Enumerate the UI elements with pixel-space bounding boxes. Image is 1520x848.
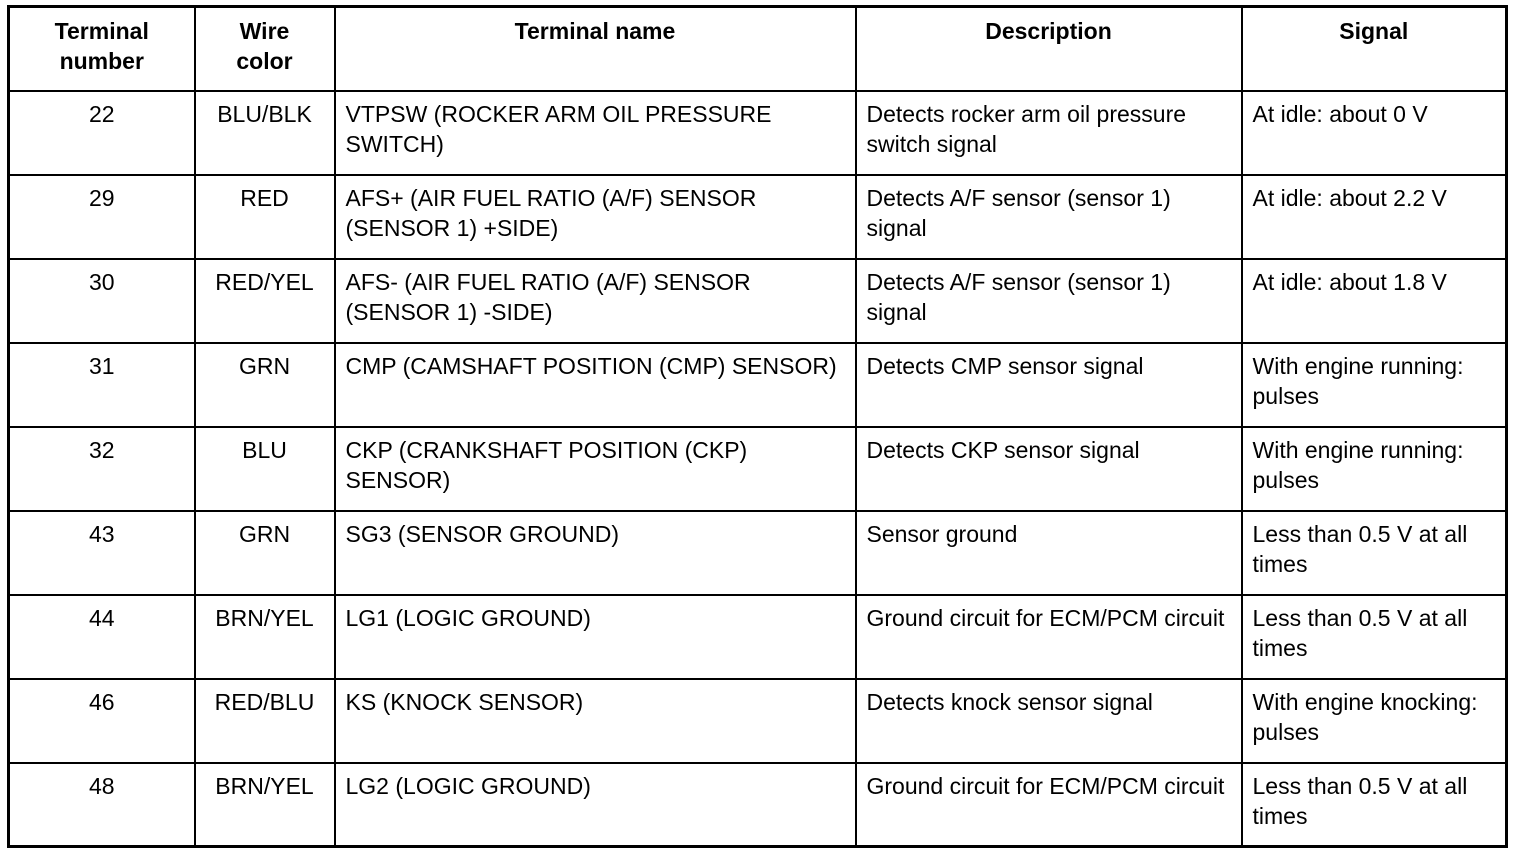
cell-signal: At idle: about 1.8 V <box>1242 259 1507 343</box>
terminal-table-container <box>7 5 1508 848</box>
table-row <box>9 511 1507 595</box>
cell-terminal-name: CKP (CRANKSHAFT POSITION (CKP) SENSOR) <box>335 427 856 511</box>
cell-wire-color: RED/BLU <box>195 679 335 763</box>
cell-description: Detects knock sensor signal <box>856 679 1242 763</box>
table-row <box>9 679 1507 763</box>
cell-terminal-name: CMP (CAMSHAFT POSITION (CMP) SENSOR) <box>335 343 856 427</box>
cell-wire-color: BLU <box>195 427 335 511</box>
table-row <box>9 175 1507 259</box>
cell-terminal-number: 43 <box>9 511 195 595</box>
cell-description: Sensor ground <box>856 511 1242 595</box>
cell-terminal-number: 22 <box>9 91 195 175</box>
cell-terminal-number: 44 <box>9 595 195 679</box>
table-row <box>9 427 1507 511</box>
cell-terminal-name: SG3 (SENSOR GROUND) <box>335 511 856 595</box>
cell-wire-color: BLU/BLK <box>195 91 335 175</box>
cell-description: Detects CMP sensor signal <box>856 343 1242 427</box>
cell-signal: At idle: about 0 V <box>1242 91 1507 175</box>
cell-signal: At idle: about 2.2 V <box>1242 175 1507 259</box>
cell-description: Ground circuit for ECM/PCM circuit <box>856 595 1242 679</box>
header-terminal-number-line2: number <box>59 48 144 74</box>
header-description: Description <box>856 7 1242 91</box>
header-terminal-number-line1: Terminal <box>54 18 149 44</box>
cell-terminal-number: 32 <box>9 427 195 511</box>
cell-description: Detects A/F sensor (sensor 1) signal <box>856 175 1242 259</box>
cell-signal: With engine running: pulses <box>1242 343 1507 427</box>
table-row <box>9 343 1507 427</box>
cell-signal: Less than 0.5 V at all times <box>1242 763 1507 847</box>
table-row <box>9 595 1507 679</box>
cell-signal: With engine running: pulses <box>1242 427 1507 511</box>
cell-signal: Less than 0.5 V at all times <box>1242 511 1507 595</box>
cell-terminal-name: VTPSW (ROCKER ARM OIL PRESSURE SWITCH) <box>335 91 856 175</box>
header-signal: Signal <box>1242 7 1507 91</box>
cell-description: Detects rocker arm oil pressure switch signal <box>856 91 1242 175</box>
cell-signal: With engine knocking: pulses <box>1242 679 1507 763</box>
cell-wire-color: BRN/YEL <box>195 763 335 847</box>
cell-description: Detects CKP sensor signal <box>856 427 1242 511</box>
header-terminal-number <box>9 7 195 91</box>
cell-terminal-number: 31 <box>9 343 195 427</box>
table-body <box>9 91 1507 847</box>
cell-terminal-name: LG1 (LOGIC GROUND) <box>335 595 856 679</box>
terminal-table <box>7 5 1508 848</box>
table-row <box>9 91 1507 175</box>
cell-wire-color: BRN/YEL <box>195 595 335 679</box>
cell-terminal-number: 48 <box>9 763 195 847</box>
cell-terminal-name: AFS- (AIR FUEL RATIO (A/F) SENSOR (SENSOR 1) -SIDE) <box>335 259 856 343</box>
cell-terminal-number: 30 <box>9 259 195 343</box>
cell-wire-color: RED/YEL <box>195 259 335 343</box>
table-row <box>9 763 1507 847</box>
header-wire-color-line1: Wire <box>239 18 290 44</box>
header-wire-color <box>195 7 335 91</box>
cell-wire-color: GRN <box>195 343 335 427</box>
cell-description: Detects A/F sensor (sensor 1) signal <box>856 259 1242 343</box>
cell-wire-color: RED <box>195 175 335 259</box>
table-header-row <box>9 7 1507 91</box>
cell-description: Ground circuit for ECM/PCM circuit <box>856 763 1242 847</box>
cell-terminal-number: 46 <box>9 679 195 763</box>
cell-terminal-name: KS (KNOCK SENSOR) <box>335 679 856 763</box>
cell-terminal-name: AFS+ (AIR FUEL RATIO (A/F) SENSOR (SENSOR 1) +SIDE) <box>335 175 856 259</box>
cell-signal: Less than 0.5 V at all times <box>1242 595 1507 679</box>
header-terminal-name: Terminal name <box>335 7 856 91</box>
cell-terminal-number: 29 <box>9 175 195 259</box>
header-wire-color-line2: color <box>236 48 293 74</box>
cell-wire-color: GRN <box>195 511 335 595</box>
table-row <box>9 259 1507 343</box>
cell-terminal-name: LG2 (LOGIC GROUND) <box>335 763 856 847</box>
